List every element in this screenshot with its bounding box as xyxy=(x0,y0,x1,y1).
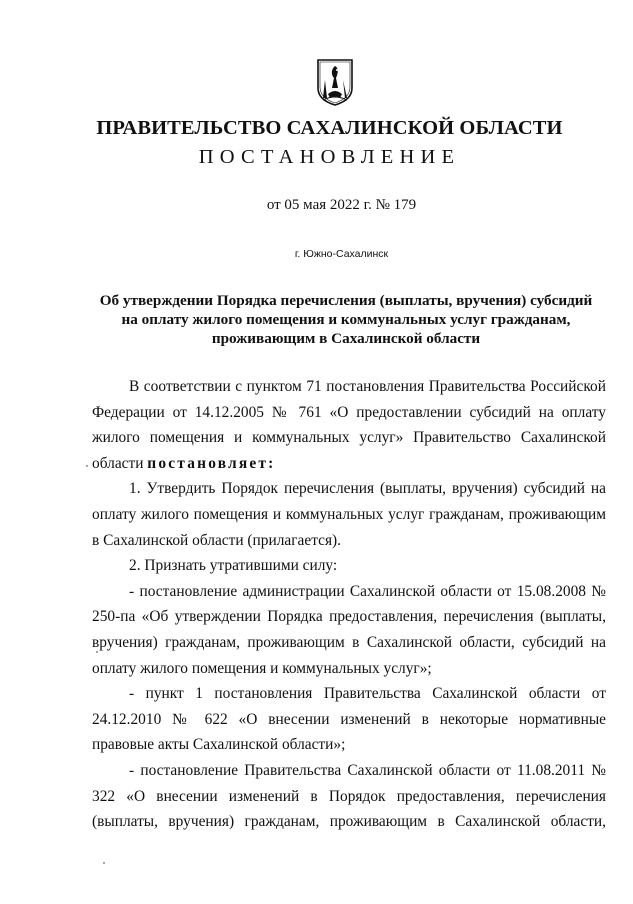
subject-line: на оплату жилого помещения и коммунальных услуг гражданам, xyxy=(121,311,571,328)
scan-speck xyxy=(103,862,105,864)
body-paragraph: - пункт 1 постановления Правительства Сахалинской области от 24.12.2010 № 622 «О внесении изменений в некоторые нормативные правовые акты Сахалинской области»; xyxy=(92,685,606,754)
body-paragraph: - постановление Правительства Сахалинской области от 11.08.2011 № 322 «О внесении изменений в Порядок предоставления, перечисления (выплаты, вручения) гражданам, проживающим в Сахалинской области, xyxy=(92,761,606,831)
body-paragraph: 1. Утвердить Порядок перечисления (выплаты, вручения) субсидий на оплату жилого помещения и коммунальных услуг гражданам, проживающим в Сахалинской области (прилагается). xyxy=(92,480,606,549)
scan-speck xyxy=(86,465,88,467)
document-date-number: от 05 мая 2022 г. № 179 xyxy=(266,197,417,213)
document-type: ПОСТАНОВЛЕНИЕ xyxy=(198,146,461,168)
body-paragraph xyxy=(92,374,606,476)
paragraph-text: В соответствии с пунктом 71 постановления Правительства Российской Федерации от 14.12.2005 № 761 «О предоставлении субсидий на оплату жилого помещения и коммунальных услуг» Правительство Сахалинской области xyxy=(92,378,606,472)
subject-line: Об утверждении Порядка перечисления (выплаты, вручения) субсидий xyxy=(99,292,593,309)
document-body xyxy=(92,374,606,835)
document-subject xyxy=(86,291,606,348)
document-city: г. Южно-Сахалинск xyxy=(294,248,389,260)
sakhalin-coat-of-arms-icon xyxy=(316,58,354,106)
subject-line: проживающим в Сахалинской области xyxy=(211,330,481,347)
scan-speck xyxy=(96,651,98,653)
operative-verb: постановляет: xyxy=(147,454,276,472)
body-paragraph: - постановление администрации Сахалинской области от 15.08.2008 № 250-па «Об утверждении Порядка предоставления, перечисления (выплаты, вручения) гражданам, проживающим в Сахалинской области, субсидий на оплату жилого помещения и коммунальных услуг»; xyxy=(92,582,606,677)
government-title: ПРАВИТЕЛЬСТВО САХАЛИНСКОЙ ОБЛАСТИ xyxy=(96,117,563,139)
body-paragraph: 2. Признать утратившими силу: xyxy=(129,557,338,575)
